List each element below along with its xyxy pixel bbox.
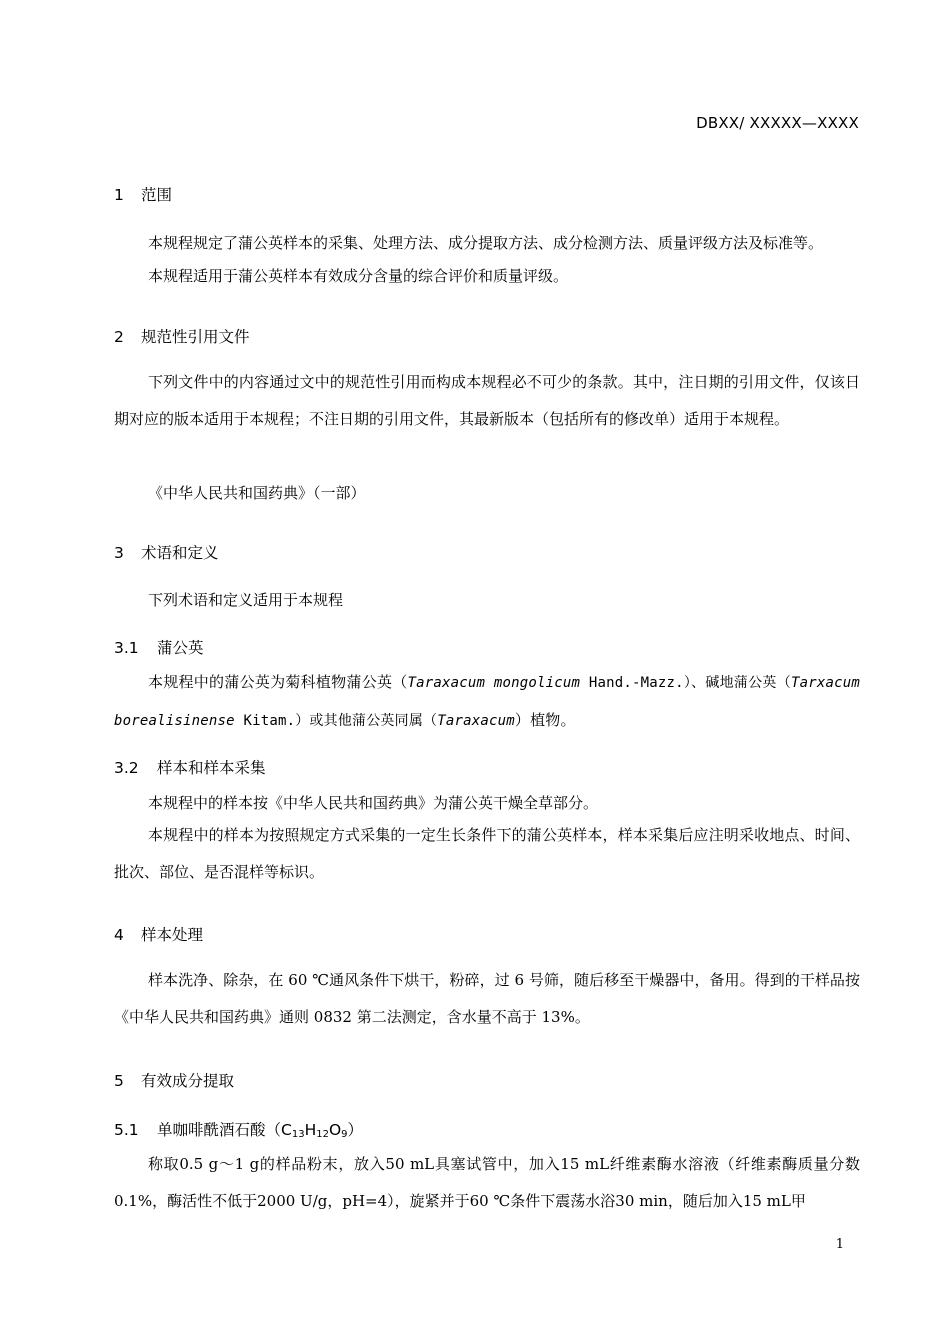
section-2-heading bbox=[114, 325, 250, 347]
section-5-1-paragraph-1: 称取0.5 g～1 g的样品粉末，放入50 mL具塞试管中，加入15 mL纤维素酶水溶液（纤维素酶质量分数0.1%，酶活性不低于2000 U/g，pH=4），旋紧并于60 ℃条件下震荡水浴30 min，随后加入15 mL甲 bbox=[114, 1155, 860, 1210]
subsection-title bbox=[157, 1121, 363, 1139]
section-number: 3 bbox=[114, 544, 124, 562]
section-1-paragraph-2: 本规程适用于蒲公英样本有效成分含量的综合评价和质量评级。 bbox=[148, 267, 569, 285]
section-5-heading bbox=[114, 1069, 234, 1091]
section-title: 范围 bbox=[141, 186, 173, 204]
section-number: 5 bbox=[114, 1072, 124, 1090]
latin-name: Taraxacum bbox=[437, 713, 515, 729]
subsection-number: 5.1 bbox=[114, 1121, 139, 1139]
section-1-paragraph-1: 本规程规定了蒲公英样本的采集、处理方法、成分提取方法、成分检测方法、质量评级方法及标准等。 bbox=[148, 234, 824, 252]
section-2-paragraph-1: 下列文件中的内容通过文中的规范性引用而构成本规程必不可少的条款。其中，注日期的引用文件，仅该日期对应的版本适用于本规程；不注日期的引用文件，其最新版本（包括所有的修改单）适用于本规程。 bbox=[114, 373, 860, 428]
subscript: 12 bbox=[316, 1129, 329, 1140]
title-run: O bbox=[328, 1121, 342, 1139]
subsection-title: 样本和样本采集 bbox=[157, 759, 266, 777]
section-3-2-paragraph-1: 本规程中的样本按《中华人民共和国药典》为蒲公英干燥全草部分。 bbox=[148, 794, 599, 812]
title-run: ） bbox=[347, 1121, 364, 1139]
standard-code: DBXX/ XXXXX—XXXX bbox=[696, 114, 859, 132]
text-run: 本规程中的蒲公英为菊科植物蒲公英（ bbox=[148, 673, 408, 691]
text-run: ）植物。 bbox=[514, 711, 576, 729]
section-3-1-heading bbox=[114, 636, 204, 658]
section-3-1-paragraph bbox=[114, 664, 860, 740]
section-number: 1 bbox=[114, 186, 124, 204]
subsection-number: 3.1 bbox=[114, 639, 139, 657]
subscript: 9 bbox=[341, 1129, 348, 1140]
text-run: Hand.-Mazz.）、碱地蒲公英（ bbox=[580, 675, 791, 691]
section-4-paragraph-1: 样本洗净、除杂，在 60 ℃通风条件下烘干，粉碎，过 6 号筛，随后移至干燥器中，备用。得到的干样品按《中华人民共和国药典》通则 0832 第二法测定，含水量不高于 13%。 bbox=[114, 971, 860, 1026]
section-title: 样本处理 bbox=[141, 926, 204, 944]
subscript: 13 bbox=[291, 1129, 305, 1140]
section-3-2-heading bbox=[114, 756, 266, 778]
title-run: H bbox=[304, 1121, 317, 1139]
title-run: 单咖啡酰酒石酸（C bbox=[157, 1121, 292, 1139]
latin-name: Taraxacum mongolicum bbox=[407, 675, 581, 691]
latin-name: Tarxacum borealisinense bbox=[114, 675, 860, 729]
section-title: 术语和定义 bbox=[141, 544, 219, 562]
text-run: Kitam.）或其他蒲公英同属（ bbox=[234, 713, 438, 729]
subsection-title: 蒲公英 bbox=[157, 639, 204, 657]
section-5-1-heading bbox=[114, 1118, 363, 1140]
section-title: 规范性引用文件 bbox=[141, 328, 250, 346]
section-1-heading bbox=[114, 183, 172, 205]
section-3-paragraph-1: 下列术语和定义适用于本规程 bbox=[148, 591, 344, 609]
section-3-heading bbox=[114, 541, 219, 563]
page-number: 1 bbox=[835, 1237, 844, 1252]
section-3-2-paragraph-2: 本规程中的样本为按照规定方式采集的一定生长条件下的蒲公英样本，样本采集后应注明采收地点、时间、批次、部位、是否混样等标识。 bbox=[114, 826, 860, 881]
section-title: 有效成分提取 bbox=[141, 1072, 235, 1090]
normative-reference: 《中华人民共和国药典》（一部） bbox=[148, 484, 366, 502]
subsection-number: 3.2 bbox=[114, 759, 139, 777]
section-number: 2 bbox=[114, 328, 124, 346]
section-number: 4 bbox=[114, 926, 124, 944]
section-4-heading bbox=[114, 923, 203, 945]
